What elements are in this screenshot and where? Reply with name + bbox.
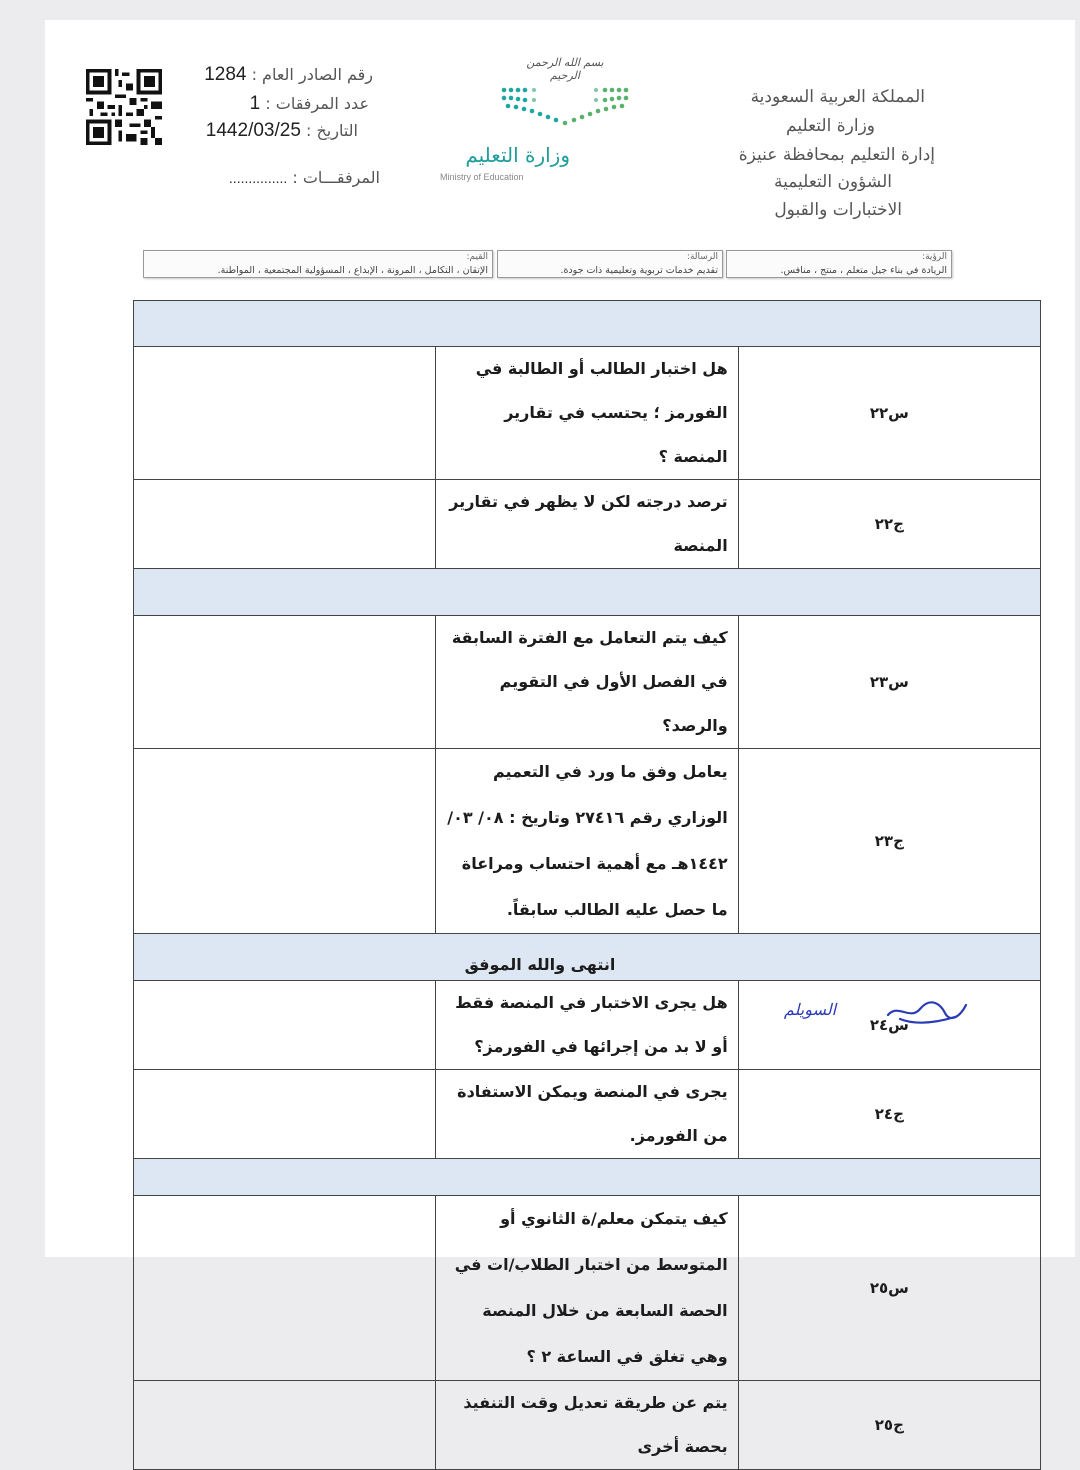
answer-text: ترصد درجته لكن لا يظهر في تقارير المنصة — [436, 480, 738, 569]
answer-row — [134, 1381, 1041, 1470]
attachments-value: ............... — [228, 170, 288, 186]
attach-count-label: عدد المرفقات : — [265, 94, 369, 113]
blank-cell — [134, 1196, 436, 1381]
answer-text: يعامل وفق ما ورد في التعميم الوزاري رقم ٢٧٤١٦ وتاريخ : ٠٨/ ٠٣/ ١٤٤٢هـ مع أهمية احتساب ومراعاة ما حصل عليه الطالب سابقاً. — [436, 749, 738, 934]
separator-row — [134, 301, 1041, 347]
question-row — [134, 347, 1041, 480]
date-row — [206, 120, 358, 142]
answer-text: يجرى في المنصة ويمكن الاستفادة من الفورمز. — [436, 1070, 738, 1159]
signature-mark — [880, 995, 970, 1030]
header-country: المملكة العربية السعودية — [750, 87, 925, 107]
date-value: 1442/03/25 — [205, 120, 301, 141]
answer-number: ج٢٢ — [738, 480, 1040, 569]
ref-number-row — [204, 64, 373, 86]
blank-cell — [134, 616, 436, 749]
header-directorate: إدارة التعليم بمحافظة عنيزة — [738, 145, 935, 165]
qr-code-icon — [86, 69, 162, 145]
answer-row — [134, 1070, 1041, 1159]
question-row — [134, 1196, 1041, 1381]
logo-title-ar: وزارة التعليم — [465, 143, 570, 167]
basmala-calligraphy: بسم الله الرحمن الرحيم — [526, 56, 604, 82]
question-number: س٢٥ — [738, 1196, 1040, 1381]
mission-box — [497, 250, 723, 278]
mission-title: الرسالة: — [686, 252, 718, 262]
question-text: كيف يتمكن معلم/ة الثانوي أو المتوسط من اختبار الطلاب/ات في الحصة السابعة من خلال المنصة وهي تغلق في الساعة ٢ ؟ — [436, 1196, 738, 1381]
header-ministry: وزارة التعليم — [786, 116, 875, 136]
attach-count-row — [250, 93, 369, 115]
answer-row — [134, 749, 1041, 934]
date-label: التاريخ : — [305, 121, 358, 140]
answer-number: ج٢٣ — [738, 749, 1040, 934]
question-row — [134, 616, 1041, 749]
blank-cell — [134, 1070, 436, 1159]
blank-cell — [134, 480, 436, 569]
attachments-label: المرفقـــات : — [292, 168, 380, 187]
header-department: الاختبارات والقبول — [774, 200, 902, 220]
ref-number-label: رقم الصادر العام : — [251, 65, 373, 84]
mission-text: تقديم خدمات تربوية وتعليمية ذات جودة. — [560, 265, 718, 276]
values-text: الإتقان ، التكامل ، المرونة ، الإبداع ، المسؤولية المجتمعية ، المواطنة. — [217, 265, 488, 276]
closing-text: انتهى والله الموفق — [464, 955, 616, 974]
question-number: س٢٤ — [738, 981, 1040, 1070]
answer-number: ج٢٥ — [738, 1381, 1040, 1470]
attachments-row — [229, 168, 380, 187]
question-number: س٢٣ — [738, 616, 1040, 749]
question-text: كيف يتم التعامل مع الفترة السابقة في الفصل الأول في التقويم والرصد؟ — [436, 616, 738, 749]
vision-box — [726, 250, 952, 278]
question-number: س٢٢ — [738, 347, 1040, 480]
header-affairs: الشؤون التعليمية — [773, 172, 892, 192]
question-text: هل يجرى الاختبار في المنصة فقط أو لا بد من إجرائها في الفورمز؟ — [436, 981, 738, 1070]
ministry-logo-icon — [500, 82, 630, 132]
blank-cell — [134, 1381, 436, 1470]
answer-text: يتم عن طريقة تعديل وقت التنفيذ بحصة أخرى — [436, 1381, 738, 1470]
ref-number-value: 1284 — [204, 64, 247, 85]
vision-title: الرؤية: — [922, 252, 947, 262]
blank-cell — [134, 347, 436, 480]
separator-row — [134, 1159, 1041, 1196]
values-box — [143, 250, 493, 278]
signature-name: السويلم — [783, 1000, 837, 1019]
qa-table — [133, 300, 1041, 1470]
separator-row — [134, 569, 1041, 616]
answer-row — [134, 480, 1041, 569]
blank-cell — [134, 981, 436, 1070]
values-title: القيم: — [466, 252, 488, 262]
question-text: هل اختبار الطالب أو الطالبة في الفورمز ؛ يحتسب في تقارير المنصة ؟ — [436, 347, 738, 480]
answer-number: ج٢٤ — [738, 1070, 1040, 1159]
blank-cell — [134, 749, 436, 934]
logo-title-en: Ministry of Education — [440, 172, 524, 182]
attach-count-value: 1 — [249, 93, 261, 114]
vision-text: الريادة في بناء جيل متعلم ، منتج ، منافس. — [780, 265, 947, 276]
